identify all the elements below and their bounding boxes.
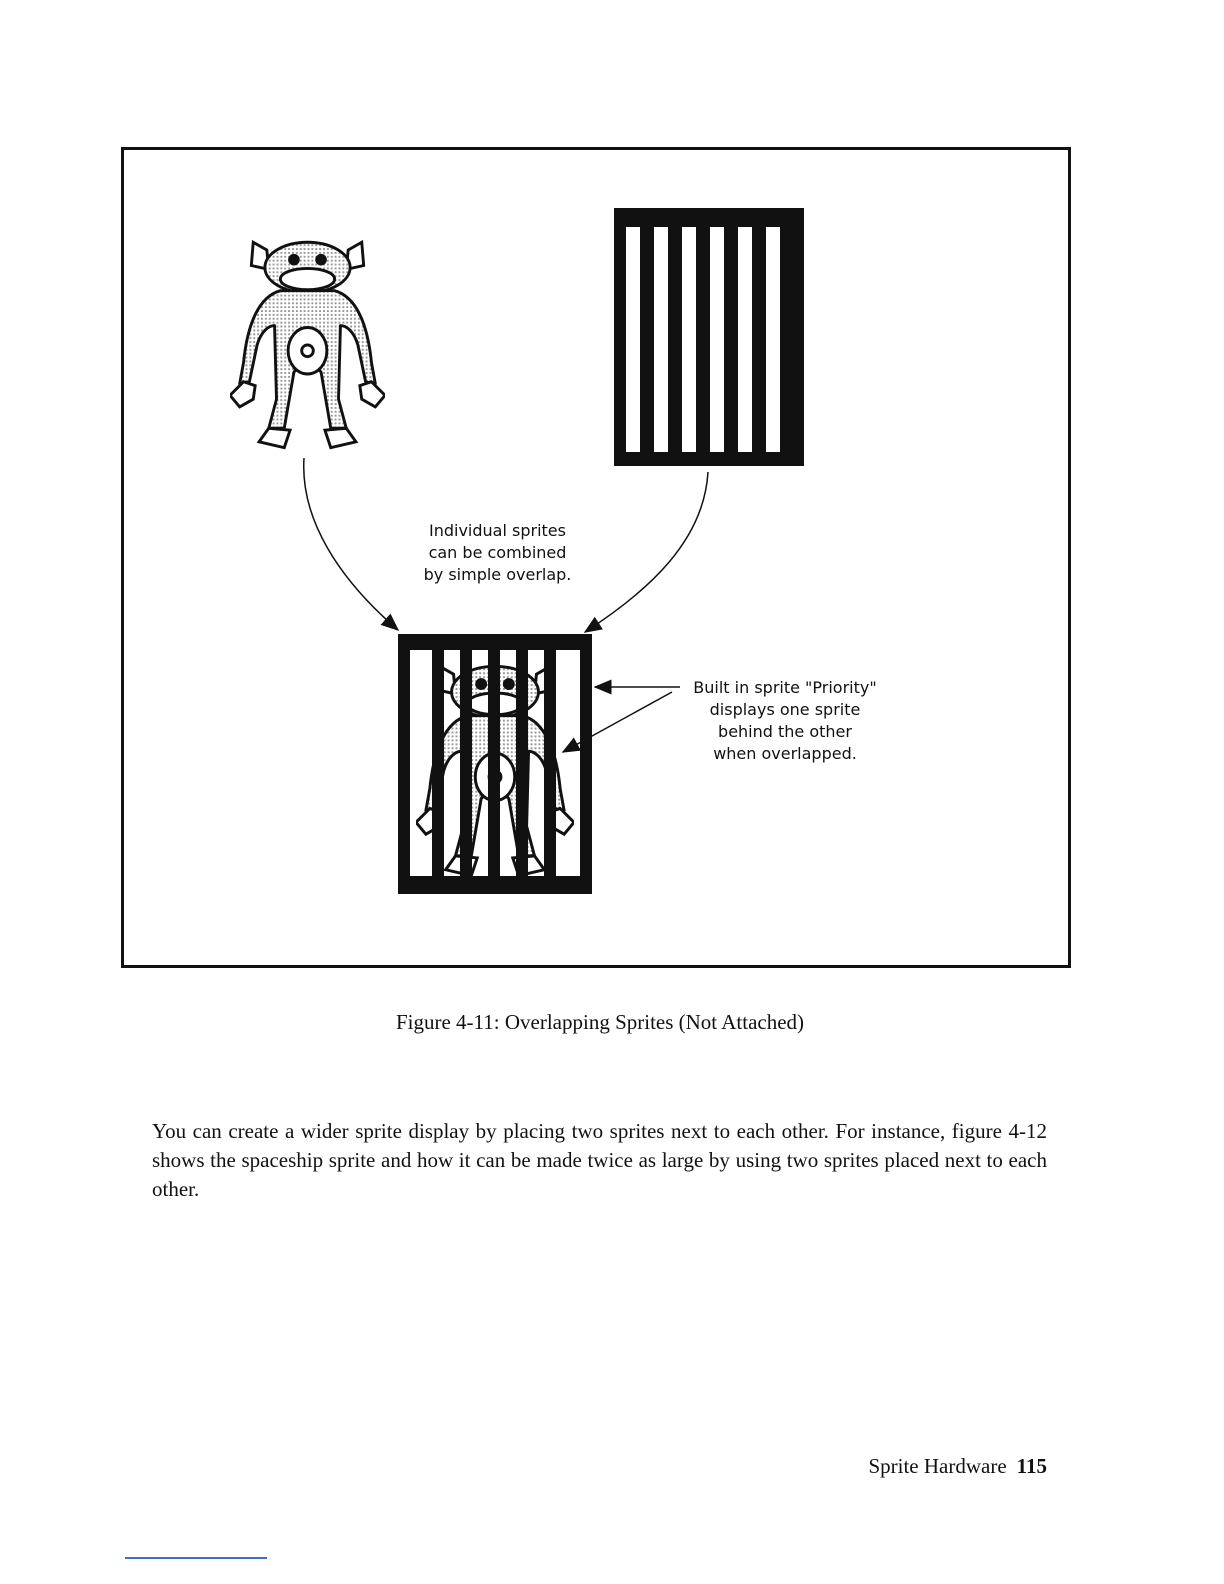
- footer-section: Sprite Hardware: [868, 1454, 1007, 1478]
- arrow-monkey: [304, 458, 398, 630]
- label-priority-line: behind the other: [718, 722, 852, 741]
- combined-sprite: [398, 634, 592, 894]
- page-footer: [800, 1454, 1047, 1479]
- label-priority: [682, 677, 888, 765]
- label-priority-line: Built in sprite "Priority": [693, 678, 877, 697]
- cage-sprite: [614, 208, 804, 466]
- label-priority-line: displays one sprite: [709, 700, 861, 719]
- label-priority-line: when overlapped.: [713, 744, 857, 763]
- label-combine: [410, 520, 585, 586]
- figure-caption: Figure 4-11: Overlapping Sprites (Not Attached): [395, 1010, 805, 1034]
- arrow-cage: [585, 472, 708, 632]
- label-combine-line: by simple overlap.: [423, 565, 572, 584]
- label-combine-line: can be combined: [428, 543, 567, 562]
- page-number: 115: [1016, 1454, 1047, 1478]
- body-paragraph: You can create a wider sprite display by placing two sprites next to each other. For instance, figure 4-12 shows the spaceship sprite and how it can be made twice as large by using two sprites placed next to each other.: [152, 1119, 1047, 1201]
- monkey-sprite: [230, 242, 385, 447]
- label-combine-line: Individual sprites: [429, 521, 566, 540]
- footer-rule: [125, 1557, 267, 1559]
